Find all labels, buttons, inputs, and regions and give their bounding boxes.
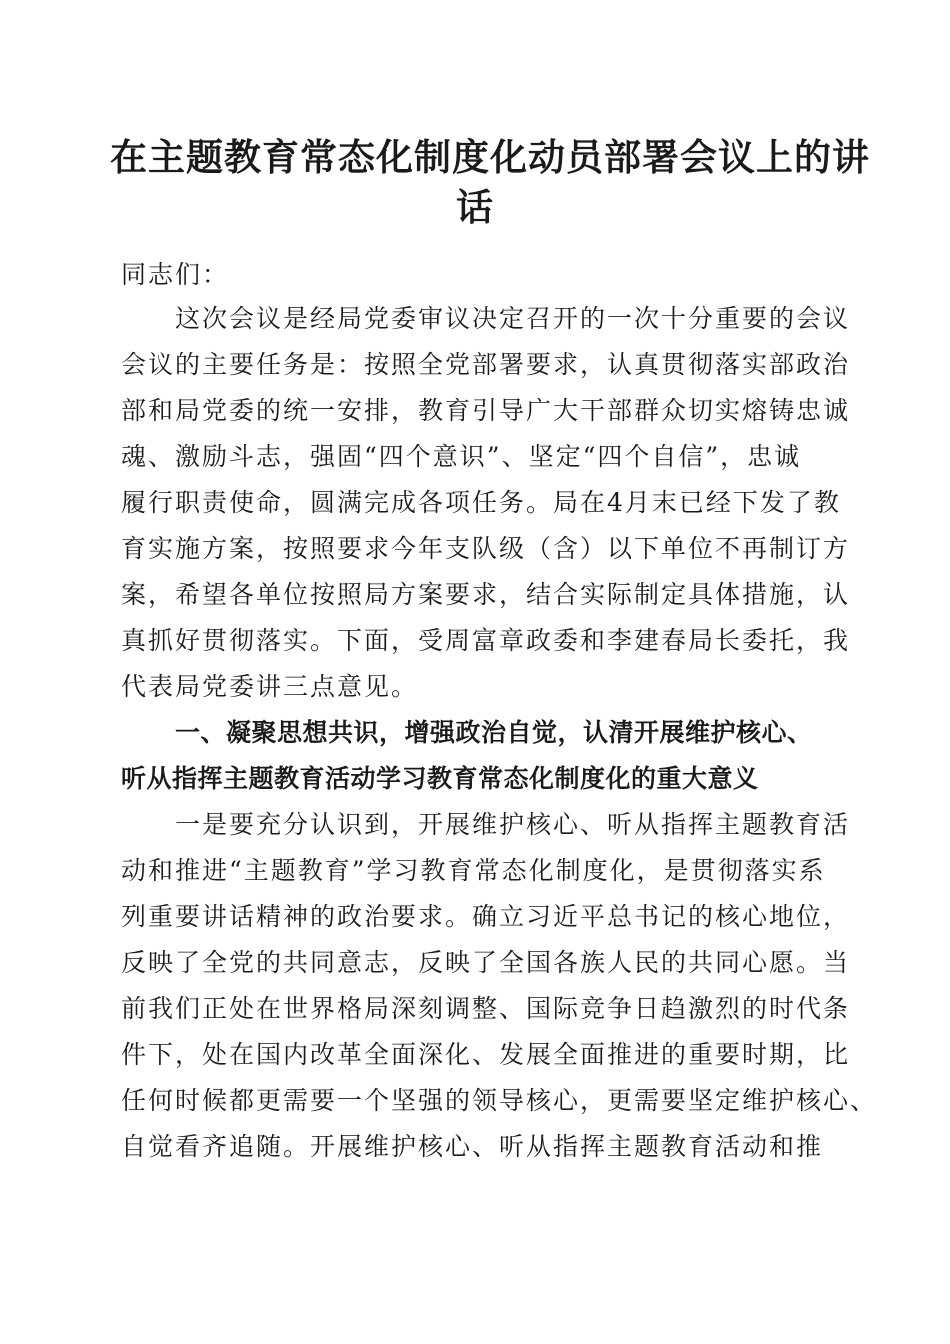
paragraph-line: 列重要讲话精神的政治要求。确立习近平总书记的核心地位， [121,902,851,931]
paragraph-line: 动和推进“主题教育”学习教育常态化制度化，是贯彻落实系 [121,856,826,885]
paragraph-line: 自觉看齐追随。开展维护核心、听从指挥主题教育活动和推 [121,1132,824,1161]
document-body [121,252,878,1170]
document-title [110,132,870,232]
paragraph-line: 会议的主要任务是：按照全党部署要求，认真贯彻落实部政治 [121,350,851,379]
paragraph-intro [121,296,851,710]
paragraph-line: 前我们正处在世界格局深刻调整、国际竞争日趋激烈的时代条 [121,994,851,1023]
paragraph-line: 部和局党委的统一安排，教育引导广大干部群众切实熔铸忠诚 [121,396,851,425]
paragraph-line: 案，希望各单位按照局方案要求，结合实际制定具体措施，认 [121,580,851,609]
paragraph-line: 一是要充分认识到，开展维护核心、听从指挥主题教育活 [175,810,851,839]
heading-line: 听从指挥主题教育活动学习教育常态化制度化的重大意义 [121,764,759,793]
paragraph-line: 代表局党委讲三点意见。 [121,672,419,701]
paragraph-line: 反映了全党的共同意志，反映了全国各族人民的共同心愿。当 [121,948,851,977]
paragraph-line: 育实施方案，按照要求今年支队级（含）以下单位不再制订方 [121,534,851,563]
paragraph-line: 魂、激励斗志，强固“四个意识”、坚定“四个自信”，忠诚 [121,442,802,471]
title-line-2: 话 [456,185,494,229]
paragraph-line: 件下，处在国内改革全面深化、发展全面推进的重要时期，比 [121,1040,851,1069]
paragraph-line: 真抓好贯彻落实。下面，受周富章政委和李建春局长委托，我 [121,626,851,655]
section-heading-1 [121,710,833,802]
paragraph-line: 任何时候都更需要一个坚强的领导核心，更需要坚定维护核心、 [121,1086,878,1115]
heading-line: 一、凝聚思想共识，增强政治自觉，认清开展维护核心、 [175,718,813,747]
greeting: 同志们： [121,260,230,289]
paragraph-line: 履行职责使命，圆满完成各项任务。局在4月末已经下发了教 [121,488,841,517]
title-line-1: 在主题教育常态化制度化动员部署会议上的讲 [110,135,870,179]
paragraph-section-1 [121,802,878,1170]
paragraph-line: 这次会议是经局党委审议决定召开的一次十分重要的会议 [175,304,851,333]
